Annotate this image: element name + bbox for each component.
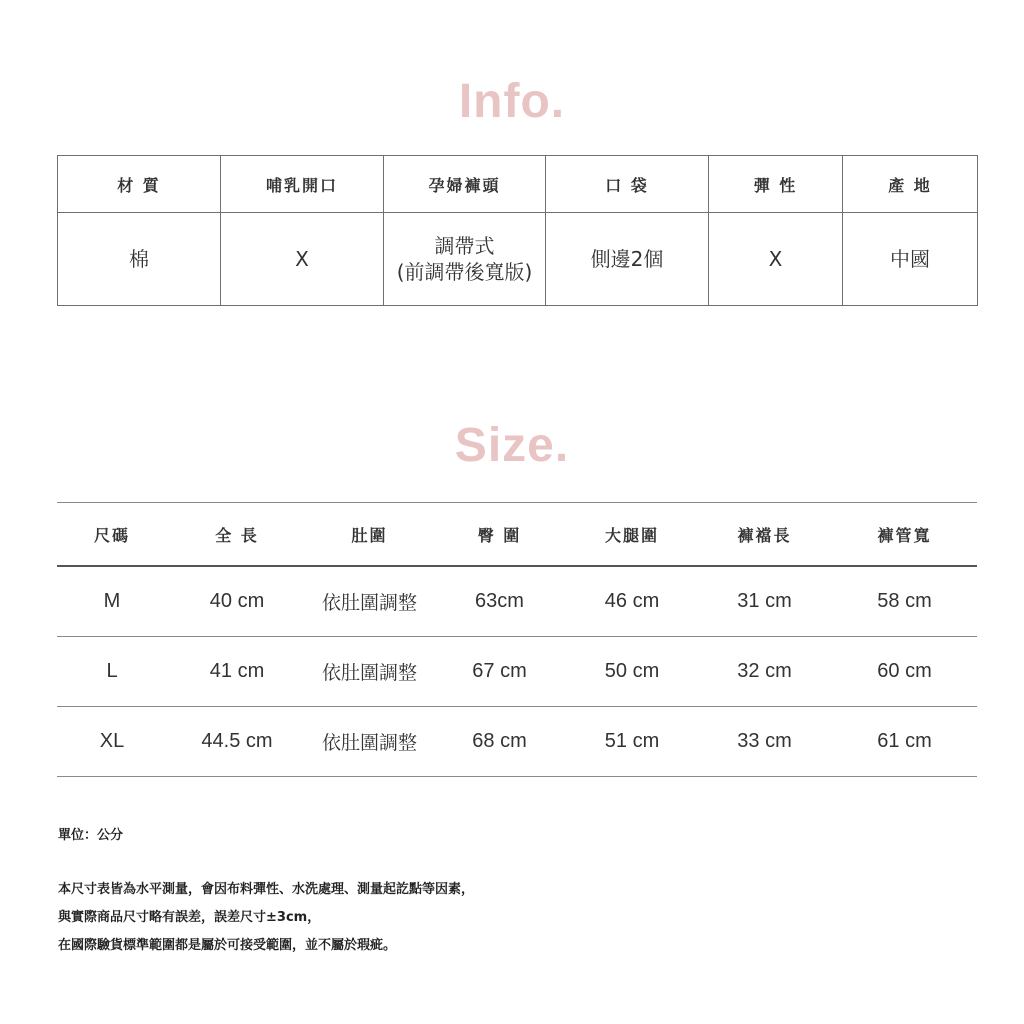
disclaimer-line: 在國際驗貨標準範圍都是屬於可接受範圍，並不屬於瑕疵。 bbox=[58, 938, 397, 953]
size-header-hip: 臀 圍 bbox=[432, 503, 567, 567]
thigh-cell: 50 cm bbox=[567, 637, 697, 707]
thigh-cell: 46 cm bbox=[567, 566, 697, 637]
info-value-waistband bbox=[384, 213, 546, 306]
size-header-thigh: 大腿圍 bbox=[567, 503, 697, 567]
hip-cell: 67 cm bbox=[432, 637, 567, 707]
info-header-nursing-opening: 哺乳開口 bbox=[221, 156, 384, 213]
disclaimer-paragraph bbox=[58, 876, 474, 960]
waist-cell: 依肚圍調整 bbox=[307, 637, 432, 707]
size-table bbox=[57, 502, 977, 777]
size-header-row bbox=[57, 503, 977, 567]
length-cell: 41 cm bbox=[167, 637, 307, 707]
disclaimer-line: 本尺寸表皆為水平測量，會因布料彈性、水洗處理、測量起訖點等因素， bbox=[58, 882, 475, 897]
length-cell: 40 cm bbox=[167, 566, 307, 637]
rise-cell: 33 cm bbox=[697, 707, 832, 777]
info-value-material: 棉 bbox=[58, 213, 221, 306]
waist-cell: 依肚圍調整 bbox=[307, 566, 432, 637]
hip-cell: 68 cm bbox=[432, 707, 567, 777]
size-header-size: 尺碼 bbox=[57, 503, 167, 567]
info-value-row bbox=[58, 213, 978, 306]
size-cell: M bbox=[57, 566, 167, 637]
leg-opening-cell: 61 cm bbox=[832, 707, 977, 777]
info-value-origin: 中國 bbox=[843, 213, 978, 306]
table-row bbox=[57, 707, 977, 777]
info-value-nursing-opening: X bbox=[221, 213, 384, 306]
info-value-elasticity: X bbox=[709, 213, 843, 306]
thigh-cell: 51 cm bbox=[567, 707, 697, 777]
info-header-elasticity: 彈 性 bbox=[709, 156, 843, 213]
rise-cell: 31 cm bbox=[697, 566, 832, 637]
info-header-material: 材 質 bbox=[58, 156, 221, 213]
info-header-origin: 產 地 bbox=[843, 156, 978, 213]
size-cell: L bbox=[57, 637, 167, 707]
size-header-length: 全 長 bbox=[167, 503, 307, 567]
disclaimer-line: 與實際商品尺寸略有誤差，誤差尺寸±3cm， bbox=[58, 910, 321, 925]
table-row bbox=[57, 637, 977, 707]
size-header-rise: 褲襠長 bbox=[697, 503, 832, 567]
hip-cell: 63cm bbox=[432, 566, 567, 637]
length-cell: 44.5 cm bbox=[167, 707, 307, 777]
info-heading: Info. bbox=[458, 75, 566, 128]
size-heading: Size. bbox=[454, 419, 570, 472]
info-value-waistband-text: 調帶式 (前調帶後寬版) bbox=[396, 234, 533, 284]
waist-cell: 依肚圍調整 bbox=[307, 707, 432, 777]
size-header-leg-opening: 褲管寬 bbox=[832, 503, 977, 567]
info-table bbox=[57, 155, 978, 306]
info-header-row bbox=[58, 156, 978, 213]
unit-note: 單位：公分 bbox=[58, 828, 124, 843]
size-header-waist: 肚圍 bbox=[307, 503, 432, 567]
info-value-pocket: 側邊2個 bbox=[546, 213, 709, 306]
rise-cell: 32 cm bbox=[697, 637, 832, 707]
info-header-waistband: 孕婦褲頭 bbox=[384, 156, 546, 213]
table-row bbox=[57, 566, 977, 637]
size-cell: XL bbox=[57, 707, 167, 777]
leg-opening-cell: 60 cm bbox=[832, 637, 977, 707]
leg-opening-cell: 58 cm bbox=[832, 566, 977, 637]
info-header-pocket: 口 袋 bbox=[546, 156, 709, 213]
